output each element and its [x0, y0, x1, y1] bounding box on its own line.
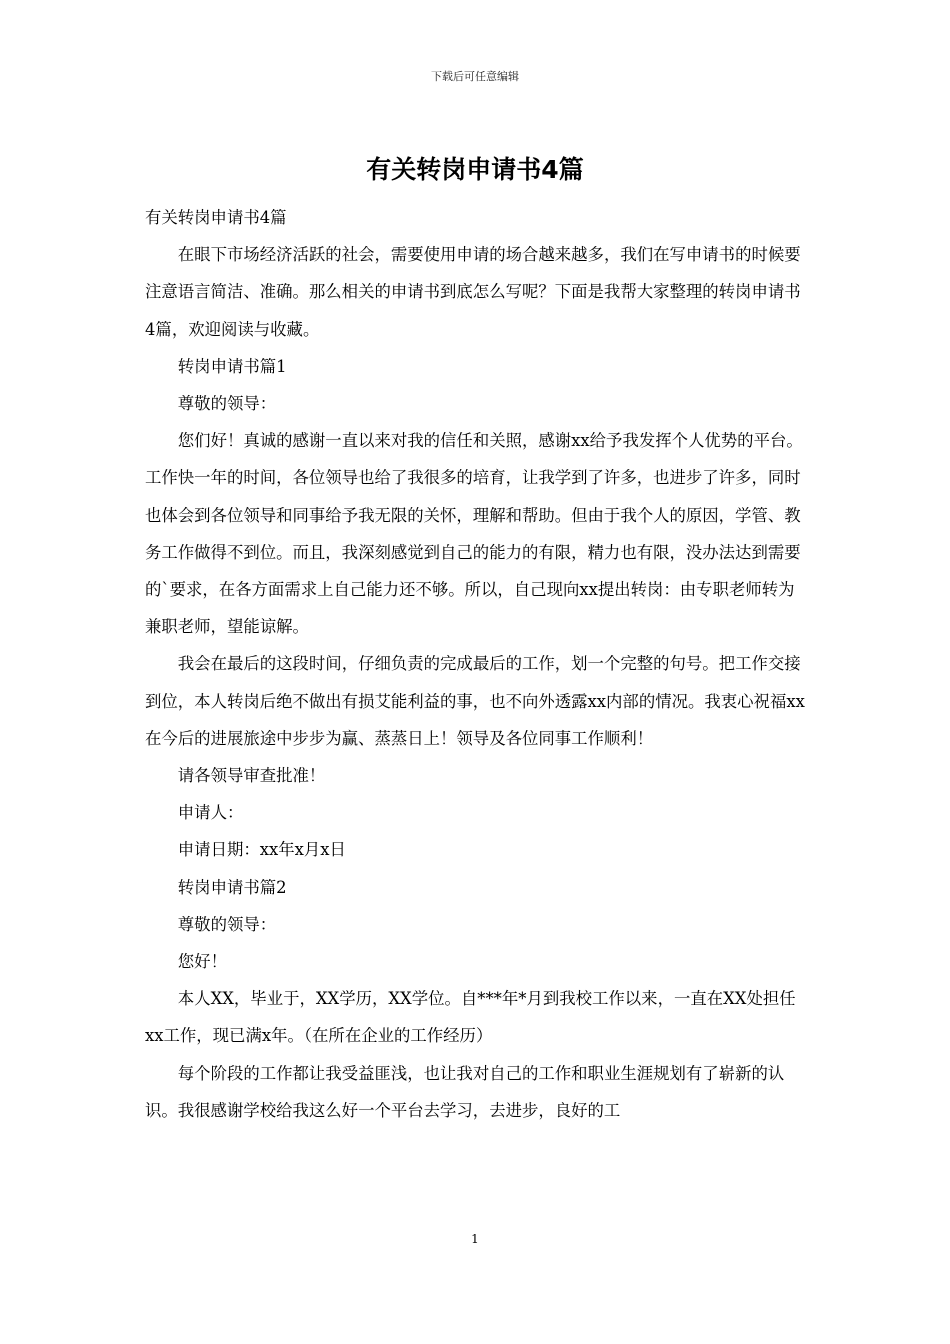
paragraph: 请各领导审查批准！	[177, 766, 326, 786]
paragraph: 本人XX，毕业于，XX学历，XX学位。自***年*月到我校工作以来，一直在XX处担任xx工作，现已满x年。（在所在企业的工作经历）	[145, 989, 796, 1046]
paragraph: 在眼下市场经济活跃的社会，需要使用申请的场合越来越多，我们在写申请书的时候要注意语言简洁、准确。那么相关的申请书到底怎么写呢？下面是我帮大家整理的转岗申请书4篇，欢迎阅读与收藏。	[145, 245, 801, 339]
paragraph: 您们好！真诚的感谢一直以来对我的信任和关照，感谢xx给予我发挥个人优势的平台。工作快一年的时间，各位领导也给了我很多的培育，让我学到了许多，也进步了许多，同时也体会到各位领导和同事给予我无限的关怀，理解和帮助。但由于我个人的原因，学管、教务工作做得不到位。而且，我深刻感觉到自己的能力的有限，精力也有限，没办法达到需要的`要求，在各方面需求上自己能力还不够。所以，自己现向xx提出转岗：由专职老师转为兼职老师，望能谅解。	[145, 431, 803, 637]
paragraph: 尊敬的领导：	[177, 914, 277, 934]
paragraph: 转岗申请书篇1	[177, 356, 287, 376]
paragraph: 转岗申请书篇2	[177, 877, 287, 897]
paragraph: 我会在最后的这段时间，仔细负责的完成最后的工作，划一个完整的句号。把工作交接到位，本人转岗后绝不做出有损艾能利益的事，也不向外透露xx内部的情况。我衷心祝福xx在今后的进展旅途中步步为赢、蒸蒸日上！领导及各位同事工作顺利！	[145, 654, 805, 748]
paragraph: 申请人：	[177, 803, 244, 823]
page-header: 下载后可任意编辑	[431, 70, 519, 83]
document-body	[145, 199, 810, 1129]
paragraph: 申请日期：xx年x月x日	[177, 840, 346, 860]
paragraph: 有关转岗申请书4篇	[145, 208, 287, 227]
page-number: 1	[471, 1232, 479, 1246]
document-title: 有关转岗申请书4篇	[366, 155, 584, 184]
paragraph: 尊敬的领导：	[177, 394, 277, 414]
paragraph: 每个阶段的工作都让我受益匪浅，也让我对自己的工作和职业生涯规划有了崭新的认识。我很感谢学校给我这么好一个平台去学习，去进步，良好的工	[145, 1063, 785, 1120]
paragraph: 您好！	[177, 952, 227, 972]
